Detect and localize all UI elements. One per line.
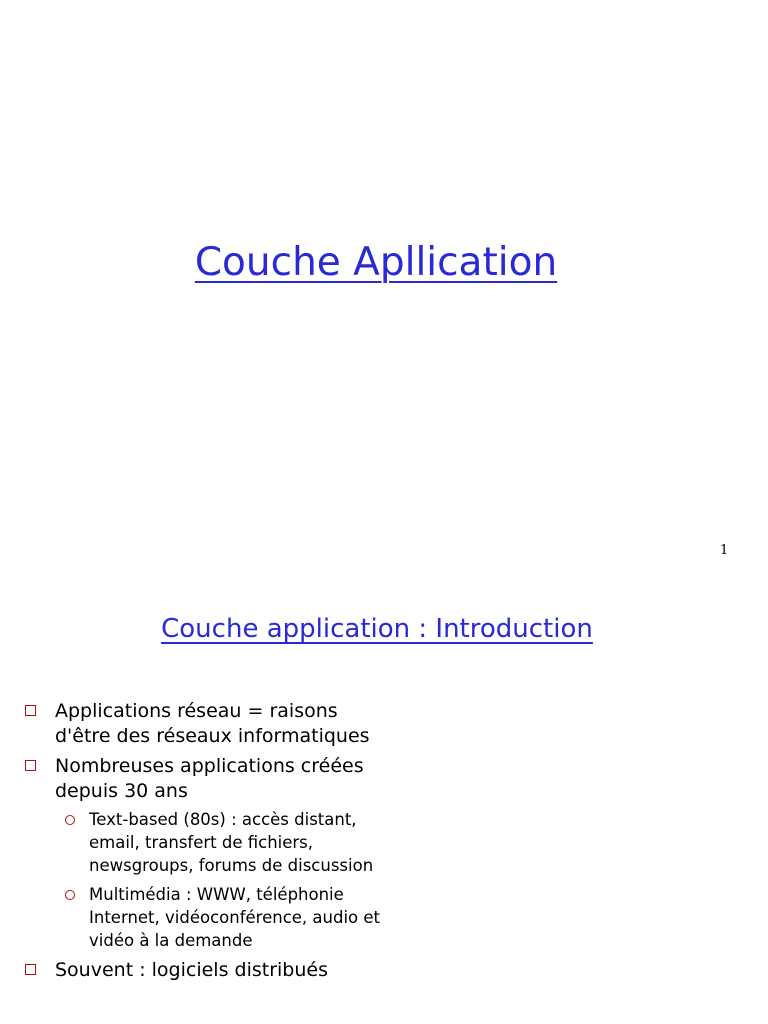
square-bullet-icon (25, 760, 36, 771)
page-number: 1 (720, 543, 729, 558)
bullet-text: Nombreuses applications créées depuis 30 ans (55, 755, 364, 802)
sub-bullet-item (55, 883, 382, 952)
square-bullet-icon (25, 705, 36, 716)
slide-2 (0, 576, 768, 1024)
bullet-item (22, 754, 382, 952)
sub-bullet-text: Multimédia : WWW, téléphonie Internet, vidéoconférence, audio et vidéo à la demande (89, 885, 380, 950)
slide-title: Couche application : Introduction (161, 614, 593, 644)
sub-bullet-text: Text-based (80s) : accès distant, email, transfert de fichiers, newsgroups, forums de discussion (89, 810, 374, 875)
sub-bullet-list (55, 808, 382, 952)
slide-title: Couche Apllication (194, 240, 558, 285)
bullet-item (22, 958, 382, 983)
sub-bullet-item (55, 808, 382, 877)
circle-bullet-icon (65, 815, 75, 825)
bullet-text: Applications réseau = raisons d'être des réseaux informatiques (55, 700, 370, 747)
bullet-text: Souvent : logiciels distribués (55, 959, 328, 981)
bullet-item (22, 699, 382, 749)
square-bullet-icon (25, 964, 36, 975)
circle-bullet-icon (65, 890, 75, 900)
bullet-list (22, 699, 382, 988)
